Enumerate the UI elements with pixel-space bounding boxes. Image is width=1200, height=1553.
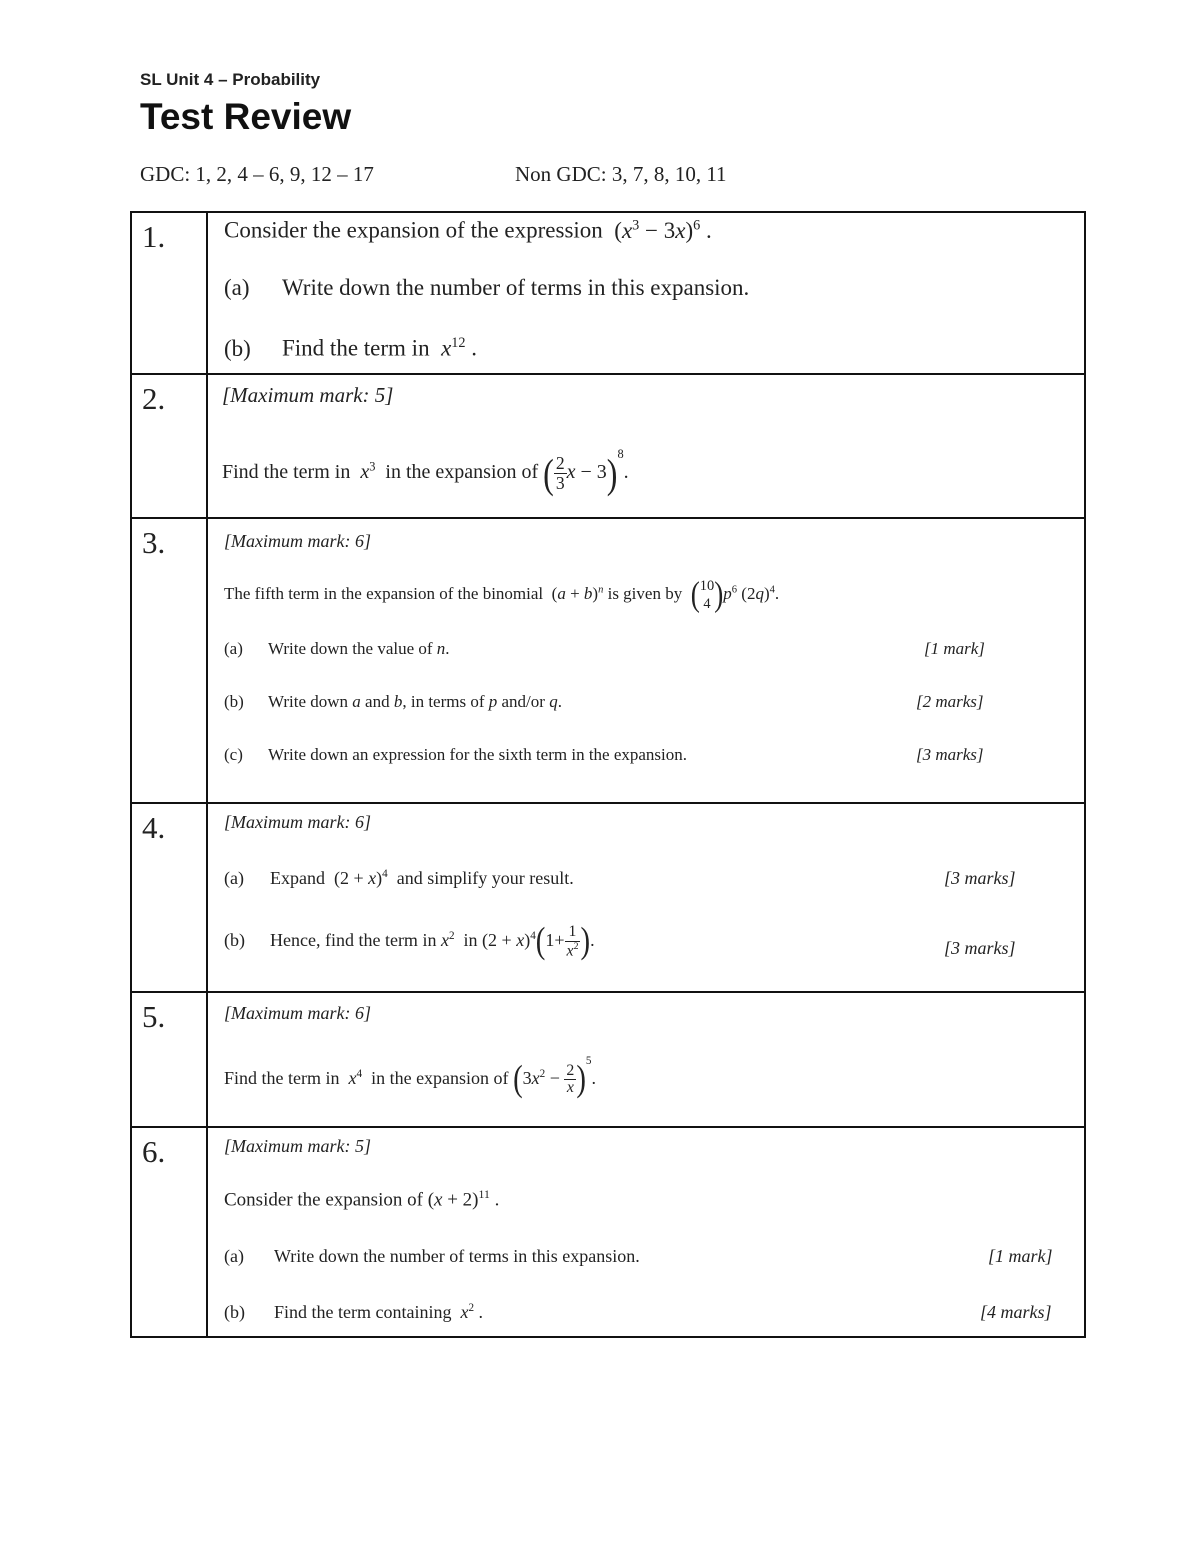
non-gdc-questions: Non GDC: 3, 7, 8, 10, 11 [515,162,727,186]
question-body [207,803,1085,992]
part-b-marks: [3 marks] [944,938,1016,958]
questions-table [130,211,1086,1338]
max-mark: [Maximum mark: 5] [224,1136,371,1156]
max-mark: [Maximum mark: 6] [224,1003,371,1023]
question-row-5 [131,992,1085,1127]
question-intro: The fifth term in the expansion of the binomial $(a + b)^n$ is given by ( 10 4 )$p^6$ $(2q)^4$. [224,574,780,614]
question-body [207,1127,1085,1337]
max-mark: [Maximum mark: 5] [222,383,394,407]
part-a: (a) Expand $(2 + x)^4$ and simplify your result. [224,868,574,888]
question-row-3 [131,518,1085,803]
question-intro: Consider the expansion of the expression $(x^3 - 3x)^6$ . [224,217,712,243]
part-a: (a) Write down the number of terms in this expansion. [224,275,750,300]
question-row-6 [131,1127,1085,1337]
max-mark: [Maximum mark: 6] [224,531,371,551]
question-row-4 [131,803,1085,992]
question-body [207,374,1085,518]
question-number: 6. [131,1127,207,1337]
math-expression: $(x^3 - 3x)^6$ . [614,217,712,243]
part-a: (a) Write down the number of terms in this expansion. [224,1246,640,1266]
question-number: 4. [131,803,207,992]
part-b: (b) Find the term in $x^{12}$ . [224,335,478,361]
page-title: Test Review [140,96,352,137]
part-c-marks: [3 marks] [916,745,984,764]
question-number: 2. [131,374,207,518]
question-text: Find the term in $x^3$ in the expansion of ( $\frac{2}{3}$ x − 3)$^8$. [222,447,629,497]
question-number: 1. [131,212,207,374]
question-number: 3. [131,518,207,803]
part-b-marks: [2 marks] [916,692,984,711]
question-body [207,212,1085,374]
question-row-1 [131,212,1085,374]
part-b: (b) Find the term containing $x^2$ . [224,1302,484,1322]
unit-subtitle: SL Unit 4 – Probability [140,70,321,89]
part-b: (b) Hence, find the term in $x^2$ in $(2 + x)^4(1+$ $\frac{1}{x^2}$ ). [224,920,595,963]
max-mark: [Maximum mark: 6] [224,812,371,832]
part-c: (c) Write down an expression for the sixth term in the expansion. [224,745,688,764]
question-body [207,992,1085,1127]
part-a-marks: [1 mark] [988,1246,1053,1266]
question-row-2 [131,374,1085,518]
question-text: Find the term in $x^4$ in the expansion of ($3x^2$ − $\frac{2}{x}$ )$^5$. [224,1055,596,1101]
part-a-marks: [3 marks] [944,868,1016,888]
part-b: (b) Write down a and b, in terms of p and/or q. [224,692,562,711]
gdc-questions: GDC: 1, 2, 4 – 6, 9, 12 – 17 [140,162,374,186]
part-b-marks: [4 marks] [980,1302,1052,1322]
part-a: (a) Write down the value of n. [224,639,450,658]
question-body [207,518,1085,803]
question-intro: Consider the expansion of $(x + 2)^{11}$ . [224,1188,500,1211]
question-number: 5. [131,992,207,1127]
part-a-marks: [1 mark] [924,639,985,658]
